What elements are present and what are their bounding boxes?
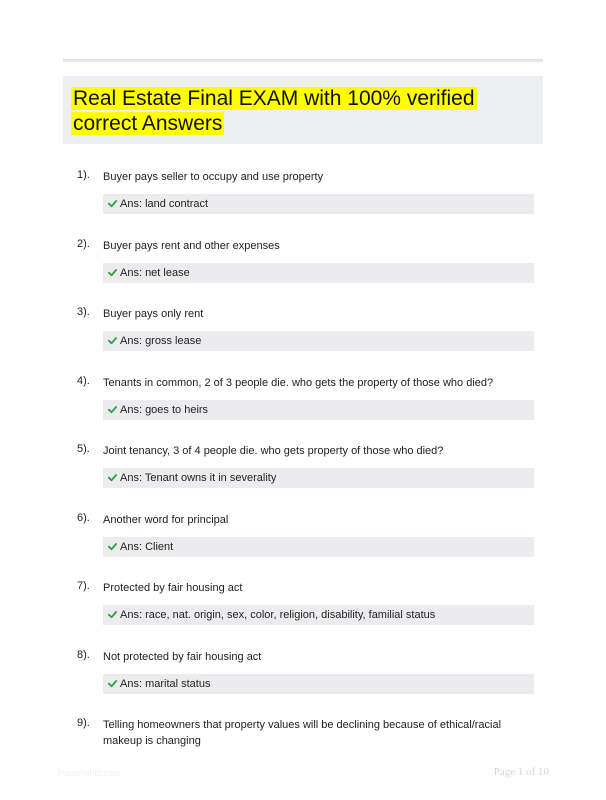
question-text: Buyer pays seller to occupy and use property [103,171,324,183]
check-icon [108,199,117,208]
answer-text: Ans: race, nat. origin, sex, color, religion, disability, familial status [120,609,436,621]
top-divider [63,59,543,62]
question-number: 2). [77,237,90,250]
question-number: 1). [77,169,90,181]
question-text: Protected by fair housing act [103,582,243,594]
qa-item [63,511,543,580]
question-text: Buyer pays only rent [103,308,204,320]
check-icon [108,610,117,619]
qa-item [63,442,543,511]
question-number: 5). [77,443,90,455]
question-text: Telling homeowners that property values will be declining because of ethical/racial makeup is changing [103,719,502,747]
qa-item [63,579,543,648]
qa-item [63,237,543,306]
question-text: Another word for principal [103,513,229,526]
question-number: 9). [77,717,90,729]
check-icon [108,542,117,551]
answer-box [103,263,534,283]
answer-text: Ans: Tenant owns it in severality [120,472,277,484]
question-text: Buyer pays rent and other expenses [103,239,280,252]
answer-text: Ans: net lease [120,266,190,279]
answer-text: Ans: gross lease [120,335,202,347]
question-text: Joint tenancy, 3 of 4 people die. who gets property of those who died? [103,445,444,457]
check-icon [108,268,117,277]
answer-box [103,674,534,694]
answer-text: Ans: goes to heirs [120,403,209,416]
question-number: 6). [77,511,90,524]
document-title: Real Estate Final EXAM with 100% verified correct Answers [73,87,475,135]
answer-box [103,400,534,420]
qa-item [63,716,543,785]
question-text: Not protected by fair housing act [103,650,262,663]
page-number: Page 1 of 10 [493,766,549,778]
question-text: Tenants in common, 2 of 3 people die. who gets the property of those who died? [103,376,494,389]
question-number: 3). [77,306,90,318]
question-number: 8). [77,648,90,661]
answer-box [103,468,534,488]
answer-box [103,194,534,214]
answer-text: Ans: marital status [120,677,211,690]
check-icon [108,679,117,688]
check-icon [108,473,117,482]
answer-text: Ans: Client [120,540,174,553]
qa-item [63,305,543,374]
question-number: 4). [77,374,90,387]
footer-watermark: Paperfabic.com [58,768,121,778]
answer-box [103,331,534,351]
qa-item [63,648,543,717]
question-list [63,168,543,785]
check-icon [108,405,117,414]
answer-box [103,537,534,557]
question-number: 7). [77,580,90,592]
answer-box [103,605,534,625]
title-banner [63,76,543,144]
check-icon [108,336,117,345]
answer-text: Ans: land contract [120,198,209,210]
qa-item [63,168,543,237]
qa-item [63,374,543,443]
